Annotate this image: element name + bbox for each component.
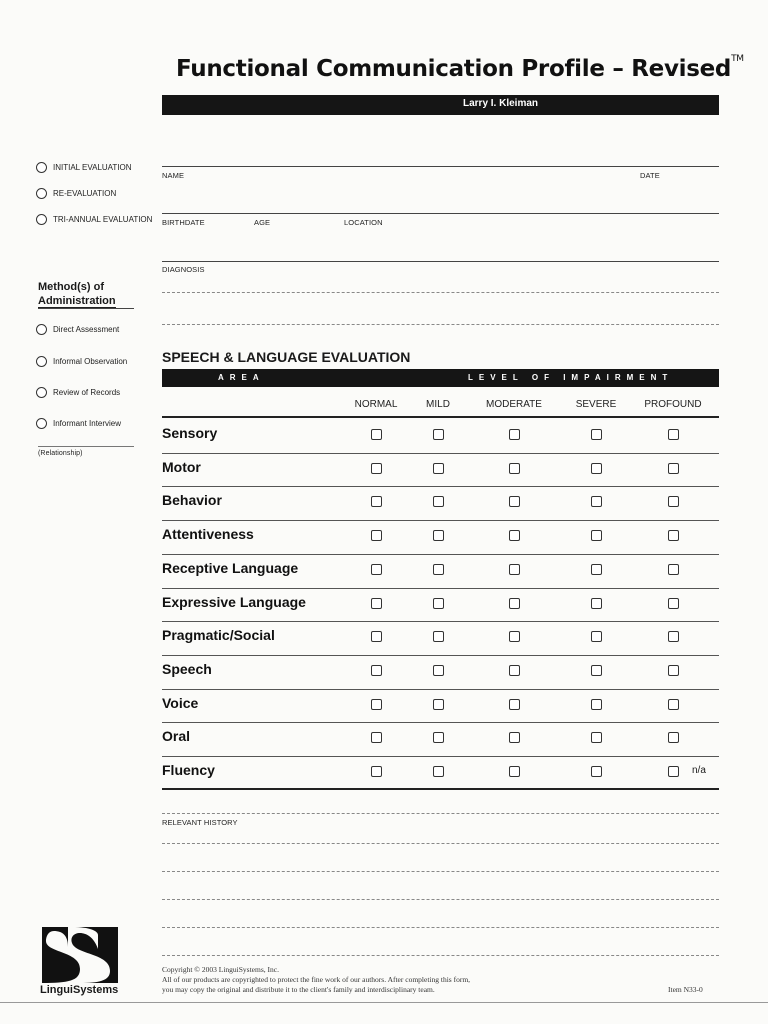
checkbox-profound[interactable] <box>668 429 679 440</box>
checkbox-normal[interactable] <box>371 564 382 575</box>
checkbox-normal[interactable] <box>371 496 382 507</box>
checkbox-severe[interactable] <box>591 496 602 507</box>
checkbox-mild[interactable] <box>433 564 444 575</box>
radio-icon[interactable] <box>36 387 47 398</box>
checkbox-normal[interactable] <box>371 766 382 777</box>
name-line <box>162 166 719 167</box>
row-label: Pragmatic/Social <box>162 627 275 644</box>
row-label: Expressive Language <box>162 593 306 610</box>
eval-option-triannual[interactable]: TRI-ANNUAL EVALUATION <box>36 214 152 225</box>
checkbox-profound[interactable] <box>668 496 679 507</box>
row-divider <box>162 655 719 656</box>
radio-icon[interactable] <box>36 418 47 429</box>
trademark: TM <box>731 54 744 64</box>
age-label: AGE <box>254 218 271 227</box>
table-bottom-rule <box>162 788 719 790</box>
checkbox-moderate[interactable] <box>509 429 520 440</box>
checkbox-severe[interactable] <box>591 665 602 676</box>
location-label: LOCATION <box>344 218 383 227</box>
row-label: Fluency <box>162 762 215 778</box>
row-divider <box>162 621 719 622</box>
checkbox-moderate[interactable] <box>509 699 520 710</box>
checkbox-normal[interactable] <box>371 732 382 743</box>
checkbox-normal[interactable] <box>371 429 382 440</box>
history-line <box>162 813 719 814</box>
checkbox-severe[interactable] <box>591 699 602 710</box>
history-label: RELEVANT HISTORY <box>162 818 238 827</box>
row-label: Behavior <box>162 492 222 509</box>
checkbox-profound[interactable] <box>668 598 679 609</box>
row-divider <box>162 453 719 454</box>
checkbox-profound[interactable] <box>668 463 679 474</box>
diagnosis-line <box>162 261 719 262</box>
radio-icon[interactable] <box>36 214 47 225</box>
checkbox-mild[interactable] <box>433 463 444 474</box>
row-label: Motor <box>162 458 201 475</box>
checkbox-moderate[interactable] <box>509 496 520 507</box>
checkbox-mild[interactable] <box>433 732 444 743</box>
checkbox-profound[interactable] <box>668 665 679 676</box>
method-direct-assessment[interactable]: Direct Assessment <box>36 324 119 335</box>
logo-text: LinguiSystems <box>40 984 119 996</box>
copyright: Copyright © 2003 LinguiSystems, Inc. All of our products are copyrighted to protect the fine work of our authors. After completing this form, you may copy the original and distribute it to the client's family and interdisciplinary team. <box>162 965 471 994</box>
row-divider <box>162 756 719 757</box>
area-header-bar <box>162 369 719 387</box>
checkbox-normal[interactable] <box>371 631 382 642</box>
checkbox-moderate[interactable] <box>509 530 520 541</box>
row-divider <box>162 520 719 521</box>
birthdate-label: BIRTHDATE <box>162 218 205 227</box>
checkbox-normal[interactable] <box>371 598 382 609</box>
col-severe: SEVERE <box>575 399 617 410</box>
checkbox-mild[interactable] <box>433 429 444 440</box>
diagnosis-write-line <box>162 292 719 293</box>
checkbox-profound[interactable] <box>668 564 679 575</box>
radio-icon[interactable] <box>36 356 47 367</box>
radio-icon[interactable] <box>36 162 47 173</box>
row-divider <box>162 588 719 589</box>
checkbox-normal[interactable] <box>371 463 382 474</box>
checkbox-profound[interactable] <box>668 530 679 541</box>
footer-rule <box>0 1002 768 1003</box>
birthdate-line <box>162 213 719 214</box>
checkbox-moderate[interactable] <box>509 463 520 474</box>
checkbox-moderate[interactable] <box>509 631 520 642</box>
checkbox-mild[interactable] <box>433 631 444 642</box>
author-bar <box>162 95 719 115</box>
checkbox-mild[interactable] <box>433 598 444 609</box>
row-label: Voice <box>162 694 199 711</box>
checkbox-profound[interactable] <box>668 732 679 743</box>
method-review-of-records[interactable]: Review of Records <box>36 387 120 398</box>
author-name: Larry I. Kleiman <box>462 98 539 109</box>
checkbox-severe[interactable] <box>591 463 602 474</box>
row-label: Speech <box>162 660 212 677</box>
checkbox-mild[interactable] <box>433 530 444 541</box>
radio-icon[interactable] <box>36 188 47 199</box>
checkbox-mild[interactable] <box>433 766 444 777</box>
checkbox-severe[interactable] <box>591 564 602 575</box>
section-title: SPEECH & LANGUAGE EVALUATION <box>162 349 411 365</box>
fluency-na-note: n/a <box>692 765 706 776</box>
checkbox-severe[interactable] <box>591 631 602 642</box>
col-mild: MILD <box>426 399 450 410</box>
checkbox-moderate[interactable] <box>509 564 520 575</box>
table-top-rule <box>162 416 719 418</box>
checkbox-normal[interactable] <box>371 699 382 710</box>
checkbox-normal[interactable] <box>371 530 382 541</box>
checkbox-profound[interactable] <box>668 699 679 710</box>
eval-option-initial[interactable]: INITIAL EVALUATION <box>36 162 132 173</box>
col-profound: PROFOUND <box>644 399 702 410</box>
eval-option-re[interactable]: RE-EVALUATION <box>36 188 116 199</box>
row-divider <box>162 486 719 487</box>
row-label: Oral <box>162 728 191 745</box>
checkbox-severe[interactable] <box>591 732 602 743</box>
row-divider <box>162 554 719 555</box>
checkbox-mild[interactable] <box>433 699 444 710</box>
relationship-line <box>38 446 134 447</box>
row-divider <box>162 722 719 723</box>
method-informal-observation[interactable]: Informal Observation <box>36 356 127 367</box>
history-write-line <box>162 843 719 844</box>
row-label: Sensory <box>162 425 218 441</box>
date-label: DATE <box>640 171 660 180</box>
checkbox-severe[interactable] <box>591 598 602 609</box>
methods-title: Method(s) of Administration <box>38 281 116 307</box>
diagnosis-label: DIAGNOSIS <box>162 265 205 274</box>
col-moderate: MODERATE <box>486 399 542 410</box>
row-label: Attentiveness <box>162 526 254 543</box>
page-title: Functional Communication Profile – Revised™ <box>176 54 744 82</box>
checkbox-mild[interactable] <box>433 665 444 676</box>
row-label: Receptive Language <box>162 559 299 576</box>
checkbox-moderate[interactable] <box>509 665 520 676</box>
level-header: LEVEL OF IMPAIRMENT <box>468 373 674 382</box>
checkbox-normal[interactable] <box>371 665 382 676</box>
area-header: AREA <box>218 373 265 382</box>
row-divider <box>162 689 719 690</box>
linguisystems-logo-icon <box>40 925 120 985</box>
method-informant-interview[interactable]: Informant Interview <box>36 418 121 429</box>
history-write-line <box>162 871 719 872</box>
name-label: NAME <box>162 171 185 180</box>
checkbox-profound[interactable] <box>668 631 679 642</box>
radio-icon[interactable] <box>36 324 47 335</box>
history-write-line <box>162 899 719 900</box>
checkbox-severe[interactable] <box>591 766 602 777</box>
checkbox-severe[interactable] <box>591 429 602 440</box>
diagnosis-write-line <box>162 324 719 325</box>
history-write-line <box>162 955 719 956</box>
checkbox-severe[interactable] <box>591 530 602 541</box>
relationship-label: (Relationship) <box>38 450 83 457</box>
checkbox-moderate[interactable] <box>509 598 520 609</box>
checkbox-moderate[interactable] <box>509 766 520 777</box>
checkbox-profound[interactable] <box>668 766 679 777</box>
col-normal: NORMAL <box>354 399 398 410</box>
methods-underline <box>38 308 134 309</box>
item-number: Item N33-0 <box>668 985 703 994</box>
checkbox-moderate[interactable] <box>509 732 520 743</box>
checkbox-mild[interactable] <box>433 496 444 507</box>
history-write-line <box>162 927 719 928</box>
